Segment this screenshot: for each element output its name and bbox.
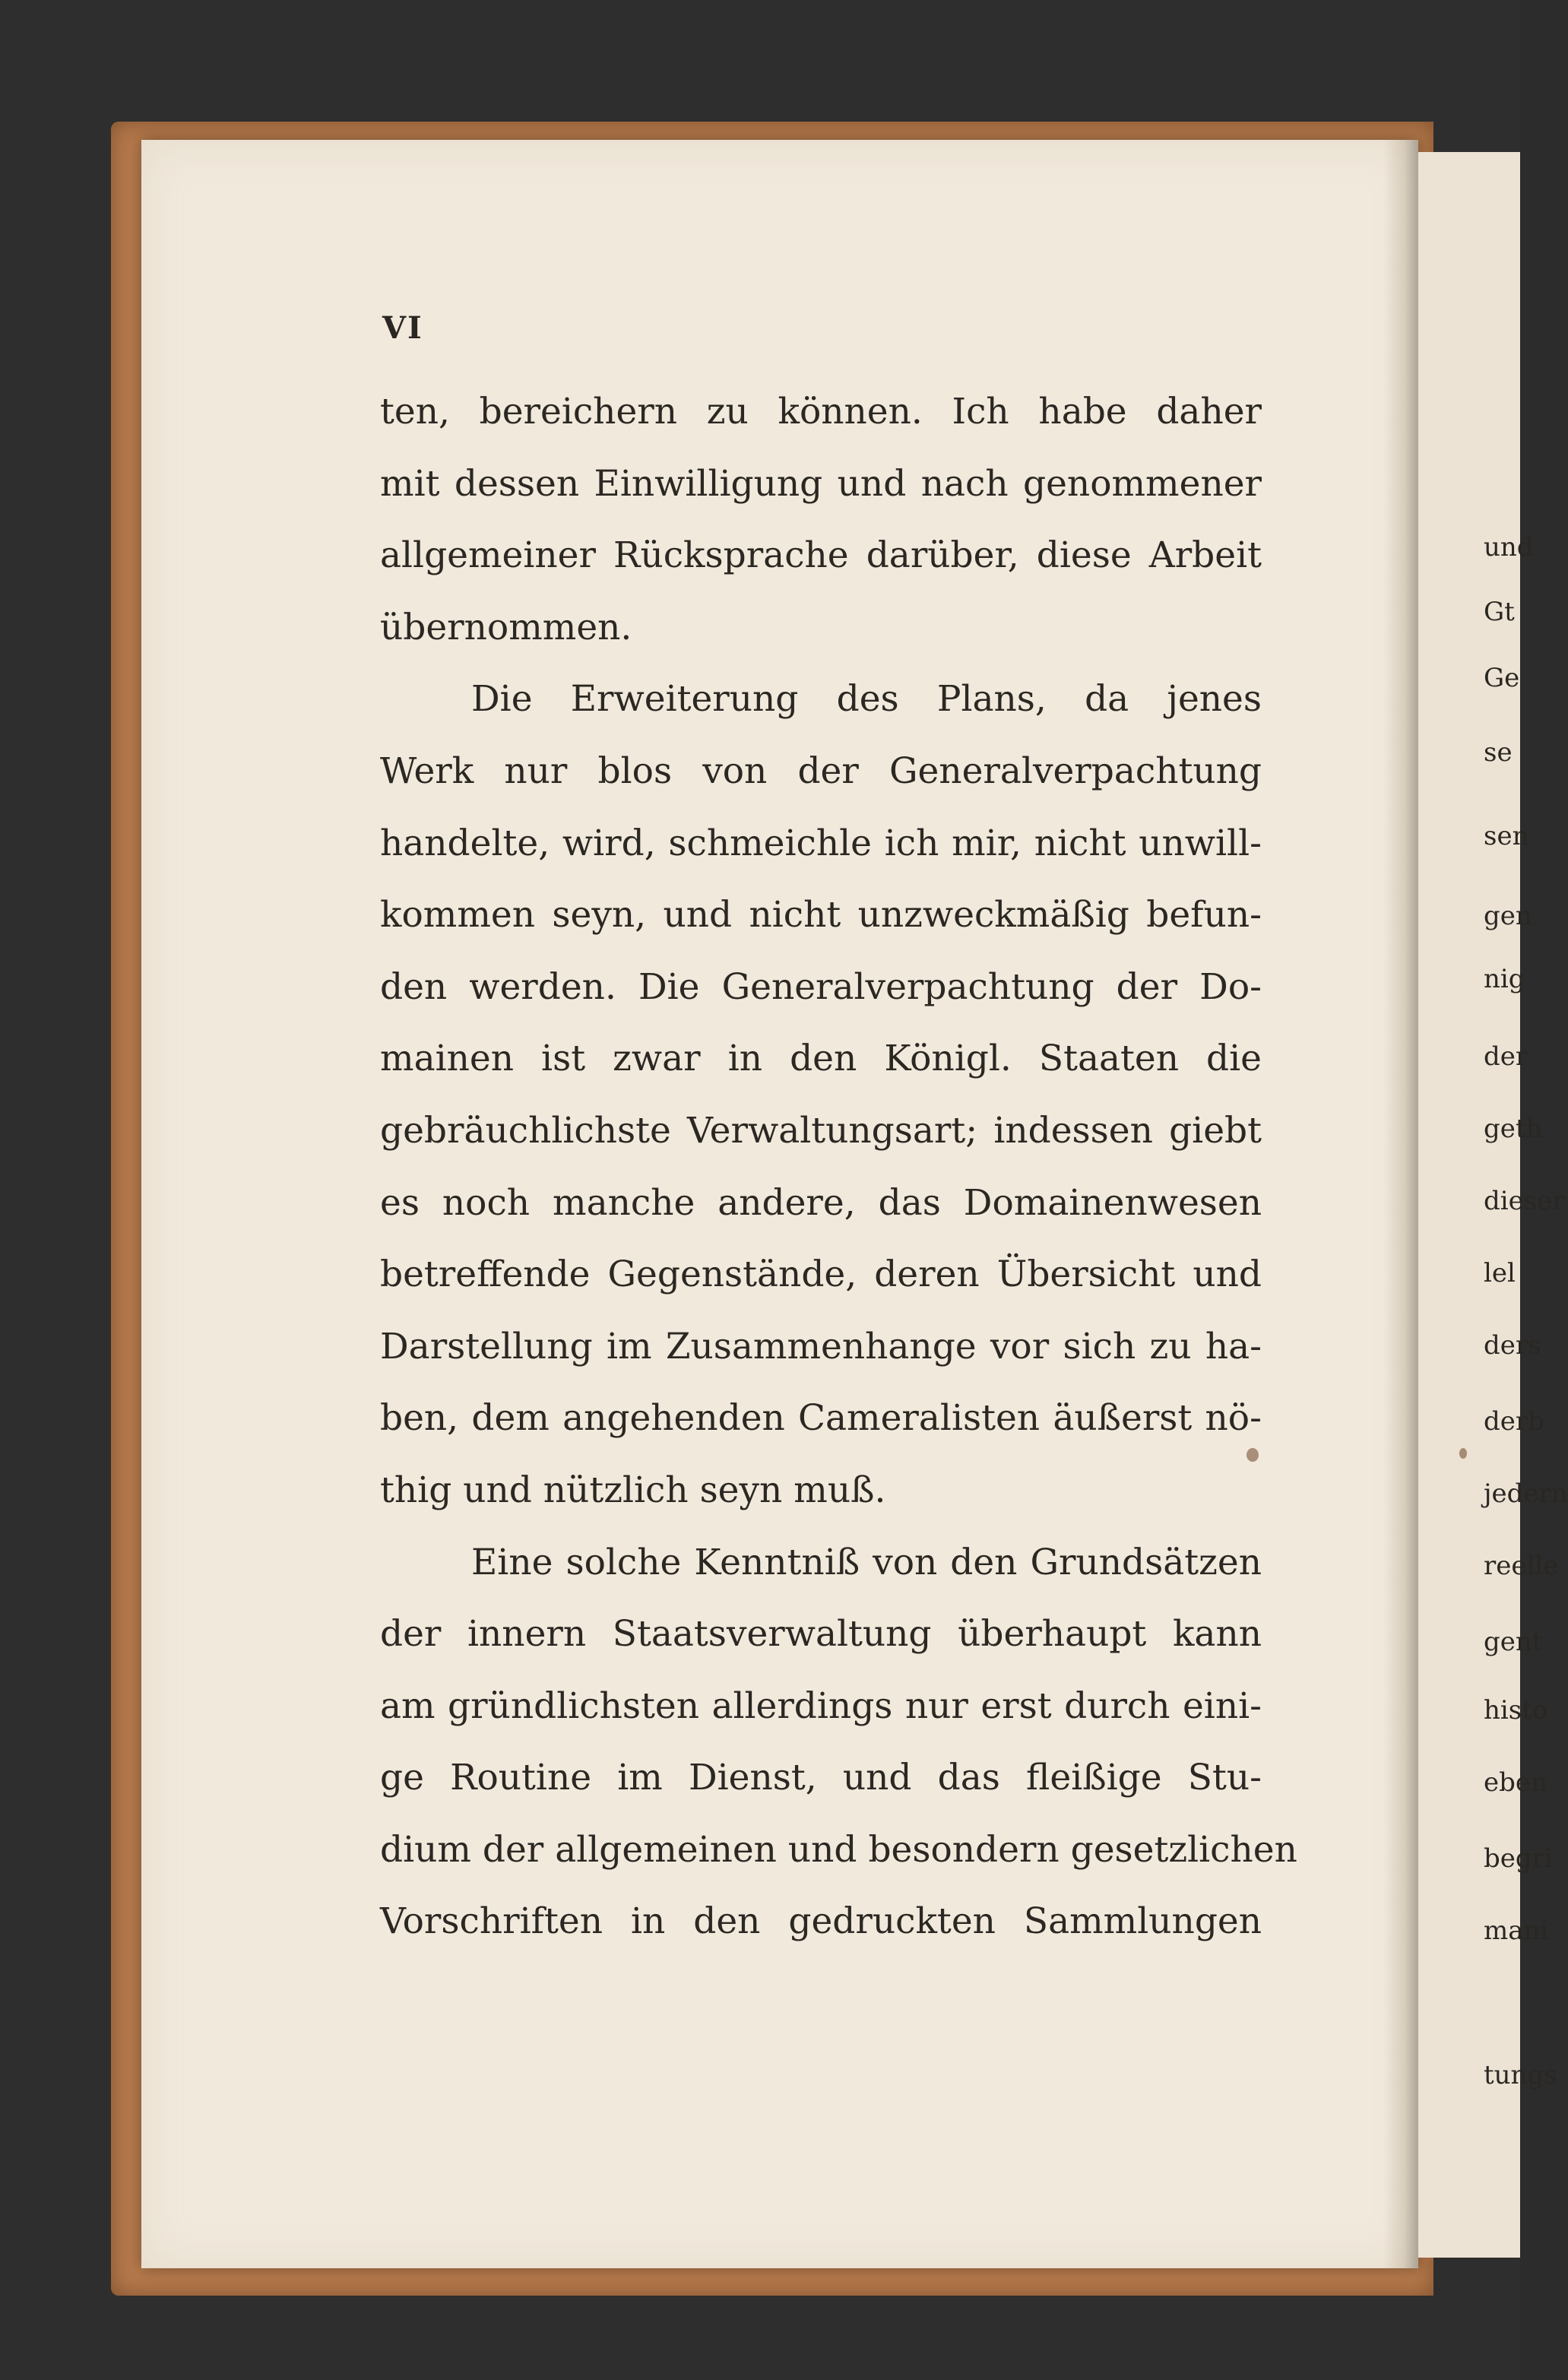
next-page-fragment: histo bbox=[1484, 1695, 1548, 1726]
next-page-fragment: geth bbox=[1484, 1114, 1543, 1144]
next-page-fragment: gen bbox=[1484, 901, 1532, 931]
text-line: ten, bereichern zu können. Ich habe daher bbox=[380, 391, 1262, 433]
next-page-fragment: nig bbox=[1484, 964, 1525, 994]
next-page-fragment: Gt bbox=[1484, 597, 1515, 627]
text-line: Vorschriften in den gedruckten Sammlungen bbox=[380, 1900, 1262, 1943]
text-line: thig und nützlich seyn muß. bbox=[380, 1469, 886, 1511]
next-page-fragment: dieser bbox=[1484, 1186, 1565, 1216]
next-page-fragment: lel bbox=[1484, 1258, 1516, 1288]
text-line: mit dessen Einwilligung und nach genommener bbox=[380, 462, 1262, 505]
next-page-fragment: derb bbox=[1484, 1406, 1544, 1437]
foxing-spot bbox=[1459, 1448, 1467, 1459]
page-number: VI bbox=[382, 310, 423, 346]
text-line: am gründlichsten allerdings nur erst durch eini- bbox=[380, 1684, 1262, 1727]
text-line: übernommen. bbox=[380, 606, 632, 648]
paragraph-first-line: Die Erweiterung des Plans, da jenes bbox=[471, 678, 1262, 721]
text-line: es noch manche andere, das Domainenwesen bbox=[380, 1181, 1262, 1224]
body-text bbox=[380, 376, 1297, 1958]
next-page-edge bbox=[1418, 152, 1568, 2258]
next-page-fragment: begri bbox=[1484, 1843, 1553, 1874]
text-line: Werk nur blos von der Generalverpachtung bbox=[380, 749, 1262, 792]
text-line: allgemeiner Rücksprache darüber, diese Arbeit bbox=[380, 534, 1262, 577]
text-line: der innern Staatsverwaltung überhaupt kann bbox=[380, 1613, 1262, 1656]
text-line: ge Routine im Dienst, und das fleißige Stu- bbox=[380, 1757, 1262, 1799]
text-line: gebräuchlichste Verwaltungsart; indessen giebt bbox=[380, 1109, 1262, 1152]
text-line: ben, dem angehenden Cameralisten äußerst nö- bbox=[380, 1397, 1262, 1440]
foxing-spot bbox=[1246, 1448, 1259, 1462]
next-page-fragment: sen bbox=[1484, 821, 1529, 851]
next-page-fragment: reelle bbox=[1484, 1551, 1559, 1581]
next-page-fragment: ders bbox=[1484, 1330, 1541, 1361]
text-line: den werden. Die Generalverpachtung der Do- bbox=[380, 965, 1262, 1008]
next-page-fragment: mani bbox=[1484, 1916, 1549, 1946]
next-page-fragment: se bbox=[1484, 737, 1513, 768]
next-page-fragment: jedern bbox=[1484, 1478, 1568, 1509]
next-page-fragment: und bbox=[1484, 532, 1534, 563]
next-page-fragment: gent bbox=[1484, 1627, 1543, 1657]
next-page-fragment: der bbox=[1484, 1041, 1528, 1072]
paragraph-first-line: Eine solche Kenntniß von den Grundsätzen bbox=[471, 1541, 1262, 1583]
text-line: mainen ist zwar in den Königl. Staaten die bbox=[380, 1038, 1262, 1080]
text-line: handelte, wird, schmeichle ich mir, nicht unwill- bbox=[380, 822, 1262, 864]
page-gutter bbox=[1383, 140, 1418, 2268]
next-page-fragment: Ge bbox=[1484, 663, 1520, 693]
text-line: kommen seyn, und nicht unzweckmäßig befun- bbox=[380, 894, 1262, 936]
text-line: Darstellung im Zusammenhange vor sich zu ha- bbox=[380, 1325, 1262, 1367]
text-line: dium der allgemeinen und besondern gesetzlichen bbox=[380, 1828, 1297, 1871]
next-page-fragment: eben bbox=[1484, 1767, 1547, 1798]
next-page-fragment: tungs bbox=[1484, 2060, 1557, 2090]
text-line: betreffende Gegenstände, deren Übersicht und bbox=[380, 1253, 1262, 1296]
